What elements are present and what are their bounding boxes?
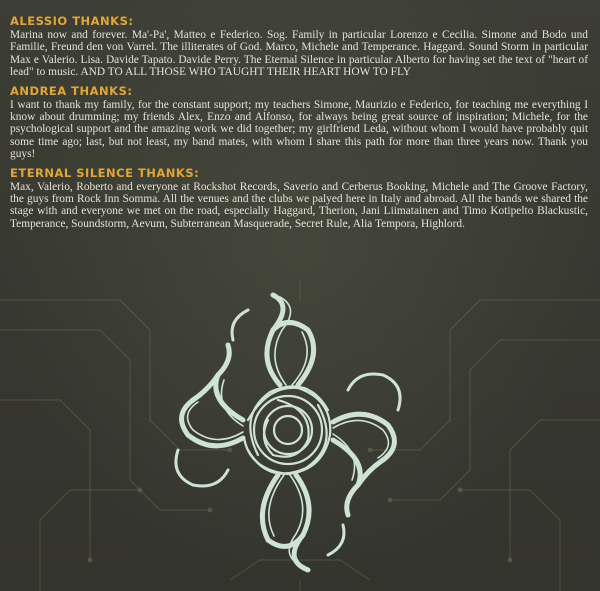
andrea-thanks-text: I want to thank my family, for the constant support; my teachers Simone, Maurizio e Federico, for teaching me everything I know about drumming; my friends Alex, Enzo and Alfonso, for always being great source of inspiration; Michele, for the psychological support and the amazing work we did together; my girlfriend Leda, without whom I would have probably quit some time ago; last, but not least, my band mates, with whom I share this path for more than three years now. Thank you guys! <box>10 98 588 161</box>
ornamental-knot-emblem-icon <box>168 290 408 575</box>
thanks-content <box>10 15 588 236</box>
alessio-thanks-heading: ALESSIO THANKS: <box>10 14 134 28</box>
alessio-thanks-section <box>10 15 588 79</box>
eternal-silence-thanks-text: Max, Valerio, Roberto and everyone at Rockshot Records, Saverio and Cerberus Booking, Michele and The Groove Factory, the guys from Rock Inn Somma. All the venues and the clubs we palyed here in Italy and abroad. All the bands we shared the stage with and everyone we met on the road, especially Haggard, Therion, Jani Liimatainen and Timo Kotipelto Blackustic, Temperance, Soundstorm, Aevum, Subterranean Masquerade, Secret Rule, Alia Tempora, Highlord. <box>10 180 588 230</box>
andrea-thanks-heading: ANDREA THANKS: <box>10 83 133 98</box>
eternal-silence-thanks-heading: ETERNAL SILENCE THANKS: <box>10 165 200 180</box>
eternal-silence-thanks-section <box>10 167 588 231</box>
andrea-thanks-section <box>10 85 588 161</box>
alessio-thanks-text: Marina now and forever. Ma'-Pa', Matteo e Federico. Sog. Family in particular Lorenzo e Cecilia. Simone and Bodo und Familie, Freund den von Varrel. The illiterates of God. Marco, Michele and Temperance. Haggard. Sound Storm in particular Max e Valerio. Lisa. Davide Tapato. Davide Perry. The Eternal Silence in particular Alberto for having set the text of "heart of lead" to music. AND TO ALL THOSE WHO TAUGHT THEIR HEART HOW TO FLY <box>10 29 588 79</box>
